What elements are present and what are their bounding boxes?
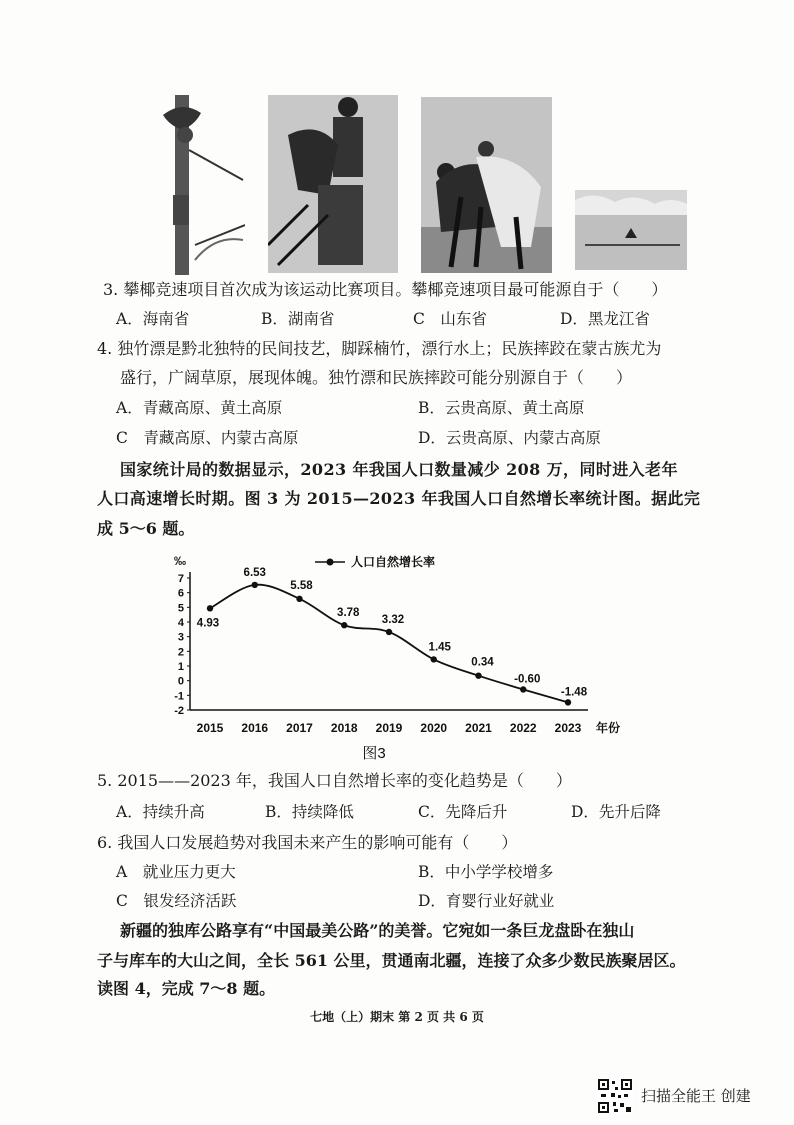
data-point — [296, 596, 302, 602]
question-5-option-a: A．持续升高 — [116, 803, 205, 821]
intro-5-6-line-3: 成 5～6 题。 — [97, 519, 195, 538]
x-tick-label: 2020 — [420, 721, 448, 735]
x-tick-label: 2019 — [375, 721, 403, 735]
y-tick-label: 2 — [177, 646, 184, 659]
legend-marker — [327, 559, 334, 566]
data-point — [475, 672, 481, 678]
question-6-option-d: D．育婴行业好就业 — [418, 892, 555, 910]
question-4-stem-line-2: 盛行，广阔草原，展现体魄。独竹漂和民族摔跤可能分别源自于（ ） — [120, 368, 633, 387]
question-4-stem-line-1: 4. 独竹漂是黔北独特的民间技艺，脚踩楠竹，漂行水上；民族摔跤在蒙古族尤为 — [97, 339, 662, 358]
question-6-option-a: A 就业压力更大 — [116, 863, 236, 881]
data-point — [252, 582, 258, 588]
data-point — [341, 622, 347, 628]
bamboo-rafting-photo — [268, 95, 398, 273]
question-4-option-c: C 青藏高原、内蒙古高原 — [116, 429, 299, 447]
x-tick-label: 2017 — [286, 721, 313, 735]
question-6-option-c: C 银发经济活跃 — [116, 892, 237, 910]
question-4-option-b: B．云贵高原、黄土高原 — [418, 399, 585, 417]
question-5-option-b: B．持续降低 — [265, 803, 354, 821]
y-tick-label: -1 — [174, 690, 184, 703]
y-tick-label: 7 — [177, 573, 184, 585]
y-tick-label: 6 — [177, 587, 184, 600]
question-4-option-a: A．青藏高原、黄土高原 — [116, 399, 283, 417]
data-label: 3.32 — [381, 613, 405, 626]
y-tick-label: -2 — [174, 705, 184, 717]
data-label: 5.58 — [290, 579, 313, 592]
question-3-option-b: B．湖南省 — [261, 310, 335, 328]
x-tick-label: 2022 — [509, 721, 537, 735]
page-footer: 七地（上）期末 第 2 页 共 6 页 — [310, 1010, 484, 1024]
figure-caption: 图3 — [362, 745, 386, 762]
question-6-stem: 6. 我国人口发展趋势对我国未来产生的影响可能有（ ） — [97, 833, 518, 852]
question-5-option-c: C．先降后升 — [418, 803, 508, 821]
x-tick-label: 2016 — [241, 721, 269, 735]
x-tick-label: 2021 — [465, 721, 492, 735]
scanner-watermark: 扫描全能王 创建 — [641, 1087, 751, 1105]
coconut-climbing-photo — [155, 95, 245, 275]
data-point — [565, 699, 571, 705]
data-point — [207, 605, 213, 611]
question-6-option-b: B．中小学学校增多 — [418, 863, 554, 881]
data-point — [386, 629, 392, 635]
y-tick-label: 0 — [177, 675, 184, 688]
data-point — [431, 656, 437, 662]
data-label: -1.48 — [560, 686, 588, 699]
data-label: 3.78 — [337, 607, 360, 620]
x-tick-label: 2015 — [196, 721, 224, 735]
y-tick-label: 1 — [177, 661, 184, 673]
data-label: 4.93 — [196, 617, 220, 630]
x-axis-title: 年份 — [596, 721, 620, 735]
question-3-option-c: C 山东省 — [413, 310, 487, 328]
question-3-option-d: D．黑龙江省 — [560, 310, 650, 328]
legend-label: 人口自然增长率 — [351, 555, 436, 569]
y-tick-label: 4 — [177, 617, 184, 629]
y-tick-label: 3 — [177, 631, 184, 644]
intro-5-6-line-1: 国家统计局的数据显示，2023 年我国人口数量减少 208 万，同时进入老年 — [120, 460, 678, 479]
data-label: 0.34 — [471, 656, 494, 669]
question-4-option-d: D．云贵高原、内蒙古高原 — [418, 429, 601, 447]
qr-code-icon — [597, 1078, 633, 1114]
question-3-option-a: A．海南省 — [116, 310, 190, 328]
question-5-option-d: D．先升后降 — [571, 803, 661, 821]
x-tick-label: 2018 — [330, 721, 358, 735]
question-5-stem: 5. 2015——2023 年，我国人口自然增长率的变化趋势是（ ） — [97, 771, 572, 790]
landscape-photo — [575, 190, 687, 270]
data-label: -0.60 — [514, 673, 541, 686]
y-tick-label: 5 — [177, 602, 184, 615]
x-tick-label: 2023 — [554, 721, 582, 735]
intro-5-6-line-2: 人口高速增长时期。图 3 为 2015—2023 年我国人口自然增长率统计图。据此完 — [97, 489, 701, 508]
y-axis-unit: ‰ — [174, 554, 186, 568]
data-label: 1.45 — [428, 641, 451, 654]
wrestling-photo — [421, 97, 552, 273]
data-label: 6.53 — [243, 566, 266, 579]
intro-7-8-line-3: 读图 4，完成 7～8 题。 — [97, 979, 276, 998]
data-point — [520, 686, 526, 692]
intro-7-8-line-2: 子与库车的大山之间，全长 561 公里，贯通南北疆，连接了众多少数民族聚居区。 — [97, 951, 686, 970]
intro-7-8-line-1: 新疆的独库公路享有“中国最美公路”的美誉。它宛如一条巨龙盘卧在独山 — [120, 921, 635, 940]
population-growth-chart — [160, 548, 620, 763]
question-3-stem: 3. 攀椰竞速项目首次成为该运动比赛项目。攀椰竞速项目最可能源自于（ ） — [103, 280, 668, 299]
